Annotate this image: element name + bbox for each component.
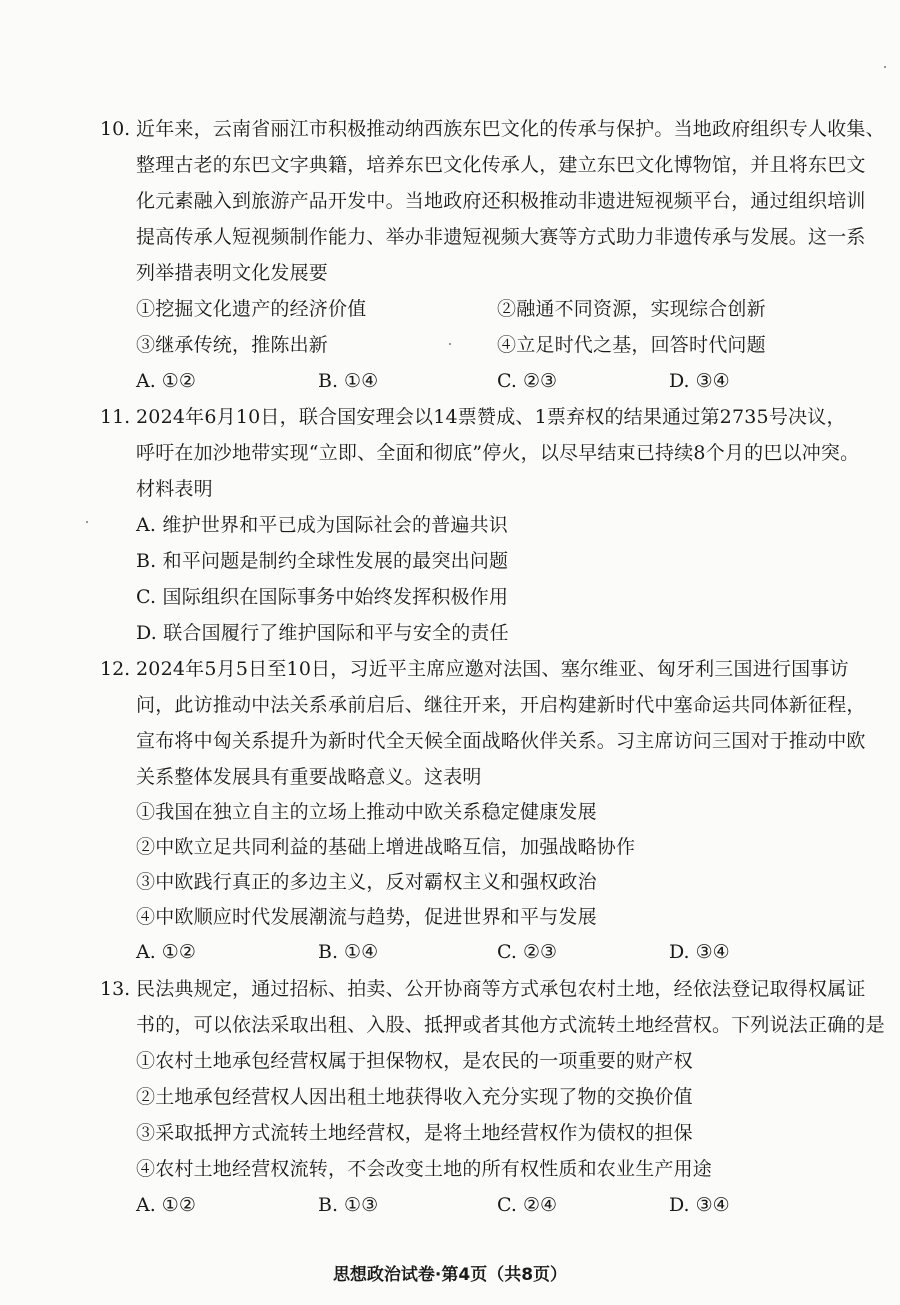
stem-line: 化元素融入到旅游产品开发中。当地政府还积极推动非遗进短视频平台，通过组织培训 [136,190,866,212]
choice-b: B. 和平问题是制约全球性发展的最突出问题 [136,550,509,572]
page-footer: 思想政治试卷·第4页（共8页） [332,1265,568,1285]
stem-line: 问，此访推动中法关系承前启后、继往开来，开启构建新时代中塞命运共同体新征程， [136,694,866,716]
stem-line: 2024年6月10日，联合国安理会以14票赞成、1票弃权的结果通过第2735号决议， [136,406,846,428]
question-number: 10. [100,118,131,140]
choice-c: C. ②③ [497,370,558,392]
stem-line: 2024年5月5日至10日，习近平主席应邀对法国、塞尔维亚、匈牙利三国进行国事访 [136,658,849,680]
stem-line: 书的，可以依法采取出租、入股、抵押或者其他方式流转土地经营权。下列说法正确的是 [136,1014,885,1036]
choice-d: D. ③④ [669,1194,730,1216]
choice-b: B. ①③ [318,1194,379,1216]
statement-4: ④中欧顺应时代发展潮流与趋势，促进世界和平与发展 [136,906,597,928]
choice-a: A. ①② [136,941,196,963]
statement-2: ②中欧立足共同利益的基础上增进战略互信，加强战略协作 [136,836,636,858]
statement-4: ④立足时代之基，回答时代问题 [497,334,766,356]
stem-line: 整理古老的东巴文字典籍，培养东巴文化传承人，建立东巴文化博物馆，并且将东巴文 [136,154,866,176]
statement-1: ①挖掘文化遗产的经济价值 [136,298,367,320]
statement-1: ①我国在独立自主的立场上推动中欧关系稳定健康发展 [136,801,597,823]
question-number: 11. [100,406,131,428]
statement-3: ③继承传统，推陈出新 [136,334,329,356]
statement-3: ③采取抵押方式流转土地经营权，是将土地经营权作为债权的担保 [136,1122,693,1144]
choice-d: D. ③④ [669,941,730,963]
stem-line: 近年来，云南省丽江市积极推动纳西族东巴文化的传承与保护。当地政府组织专人收集、 [136,118,885,140]
choice-b: B. ①④ [318,370,379,392]
stem-line: 呼吁在加沙地带实现“立即、全面和彻底”停火，以尽早结束已持续8个月的巴以冲突。 [136,442,860,464]
statement-3: ③中欧践行真正的多边主义，反对霸权主义和强权政治 [136,871,597,893]
statement-2: ②土地承包经营权人因出租土地获得收入充分实现了物的交换价值 [136,1086,693,1108]
scan-speck [86,521,88,523]
choice-d: D. 联合国履行了维护国际和平与安全的责任 [136,622,509,644]
stem-line: 材料表明 [136,478,213,500]
choice-b: B. ①④ [318,941,379,963]
choice-c: C. 国际组织在国际事务中始终发挥积极作用 [136,586,509,608]
choice-a: A. ①② [136,370,196,392]
choice-c: C. ②④ [497,1194,558,1216]
scan-speck [449,343,451,345]
statement-2: ②融通不同资源，实现综合创新 [497,298,766,320]
choice-a: A. 维护世界和平已成为国际社会的普遍共识 [136,514,509,536]
stem-line: 民法典规定，通过招标、拍卖、公开协商等方式承包农村土地，经依法登记取得权属证 [136,978,866,1000]
stem-line: 关系整体发展具有重要战略意义。这表明 [136,766,482,788]
stem-line: 宣布将中匈关系提升为新时代全天候全面战略伙伴关系。习主席访问三国对于推动中欧 [136,730,866,752]
question-number: 13. [100,978,131,1000]
choice-d: D. ③④ [669,370,730,392]
question-number: 12. [100,658,131,680]
choice-c: C. ②③ [497,941,558,963]
choice-a: A. ①② [136,1194,196,1216]
stem-line: 列举措表明文化发展要 [136,262,329,284]
stem-line: 提高传承人短视频制作能力、举办非遗短视频大赛等方式助力非遗传承与发展。这一系 [136,226,866,248]
statement-1: ①农村土地承包经营权属于担保物权，是农民的一项重要的财产权 [136,1050,693,1072]
scan-speck [884,66,886,68]
statement-4: ④农村土地经营权流转，不会改变土地的所有权性质和农业生产用途 [136,1158,713,1180]
